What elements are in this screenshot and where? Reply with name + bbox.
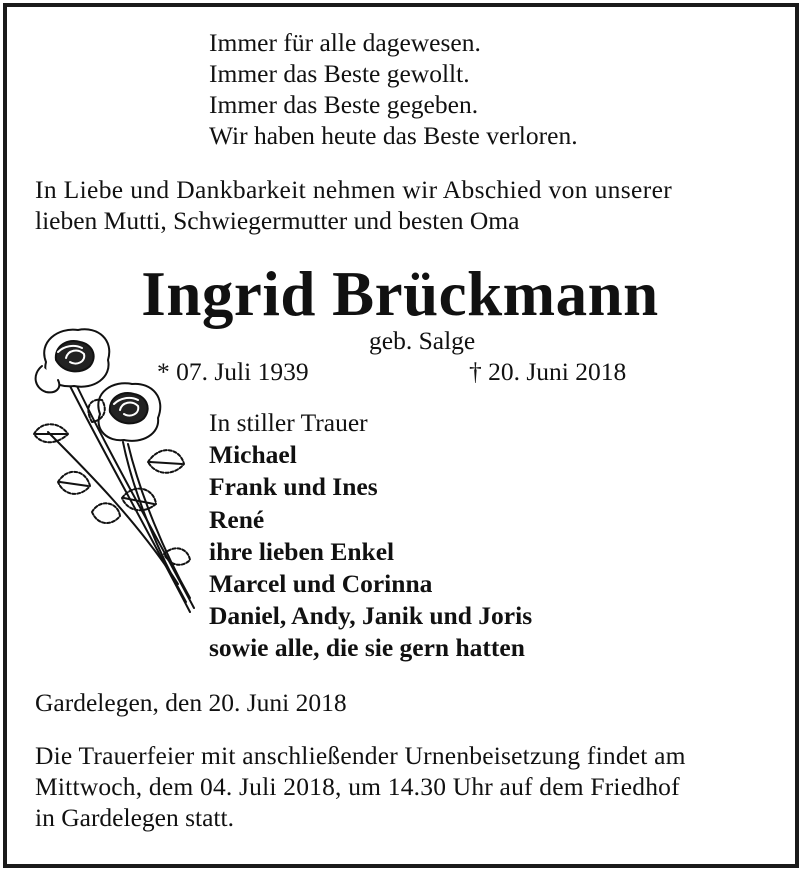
mourner-name: Daniel, Andy, Janik und Joris — [209, 601, 533, 631]
leaf-icon — [34, 424, 68, 442]
intro-line: lieben Mutti, Schwiegermutter und besten Oma — [35, 206, 520, 235]
deceased-name: Ingrid Brückmann — [141, 259, 659, 329]
farewell-intro — [35, 174, 770, 236]
intro-line: In Liebe und Dankbarkeit nehmen wir Abschied von unserer — [35, 175, 673, 204]
poem-line: Immer für alle dagewesen. — [209, 28, 481, 57]
mourner-name: René — [209, 504, 265, 534]
mourners-list — [209, 407, 532, 665]
mourner-name: sowie alle, die sie gern hatten — [209, 633, 525, 663]
poem-line: Wir haben heute das Beste verloren. — [209, 121, 578, 150]
mourner-name: Michael — [209, 440, 297, 470]
rose-icon — [36, 329, 110, 392]
mourners-intro: In stiller Trauer — [209, 408, 368, 437]
maiden-name: geb. Salge — [369, 326, 476, 355]
death-date: † 20. Juni 2018 — [469, 357, 627, 386]
roses-illustration — [28, 322, 206, 622]
birth-date: * 07. Juli 1939 — [157, 357, 309, 386]
mourner-name: Marcel und Corinna — [209, 569, 433, 599]
leaf-icon — [148, 450, 184, 473]
poem-line: Immer das Beste gewollt. — [209, 59, 470, 88]
leaf-icon — [58, 472, 90, 494]
poem-line: Immer das Beste gegeben. — [209, 90, 479, 119]
funeral-line: Die Trauerfeier mit anschließender Urnenbeisetzung findet am — [35, 741, 686, 770]
place-date: Gardelegen, den 20. Juni 2018 — [35, 688, 347, 717]
funeral-line: Mittwoch, dem 04. Juli 2018, um 14.30 Uhr auf dem Friedhof — [35, 772, 680, 801]
mourner-name: Frank und Ines — [209, 472, 378, 502]
rose-icon — [98, 383, 160, 441]
funeral-details — [35, 740, 686, 833]
mourner-name: ihre lieben Enkel — [209, 536, 395, 566]
memorial-poem — [209, 27, 578, 151]
leaf-icon — [92, 503, 120, 523]
funeral-line: in Gardelegen statt. — [35, 803, 234, 832]
